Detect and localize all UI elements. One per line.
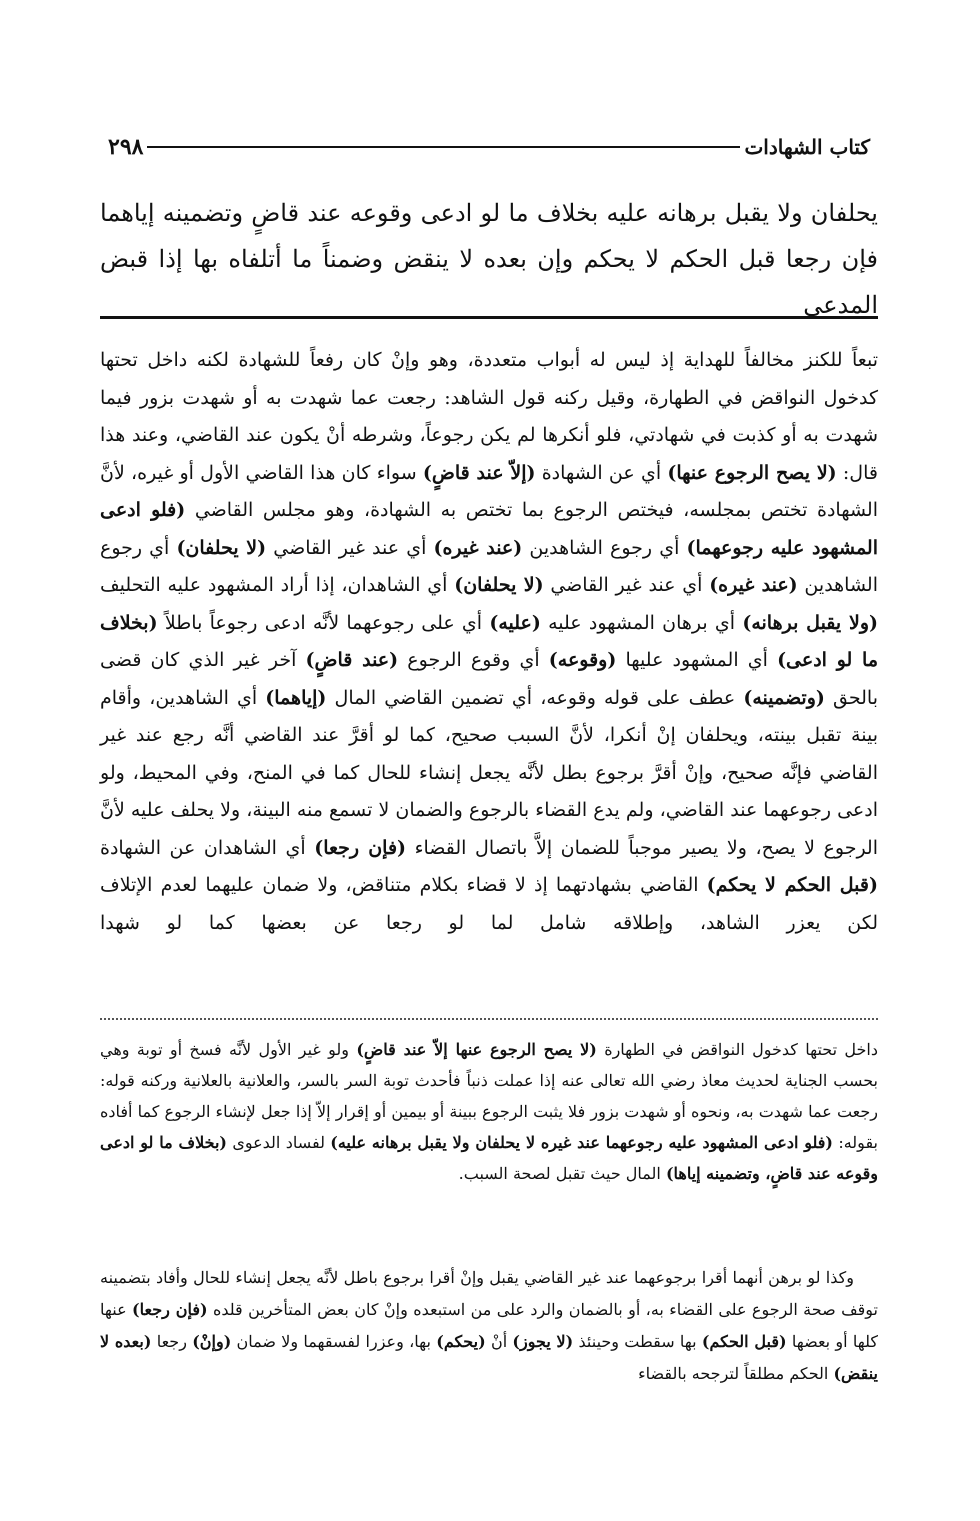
quoted-main-text: (لا يصح الرجوع عنها إلاّ عند قاضٍ) xyxy=(356,1040,597,1059)
marginal-note-paragraph xyxy=(100,1034,878,1189)
quoted-main-text: (لا يحلفان) xyxy=(454,574,544,596)
quoted-main-text: (فإن رجعا) xyxy=(314,836,407,859)
page-header xyxy=(100,132,878,162)
commentary-paragraph xyxy=(100,342,878,942)
note-text: رجعا xyxy=(151,1332,193,1351)
commentary-text: أي رجوع الشاهدين xyxy=(100,536,878,596)
note-text: أنْ xyxy=(485,1332,513,1351)
main-text-divider xyxy=(100,316,878,319)
quoted-main-text: (عند غيره) xyxy=(433,536,523,559)
running-title: كتاب الشهادات xyxy=(744,135,870,159)
quoted-main-text: (وإنْ) xyxy=(192,1332,232,1351)
note-text: بها، وعزرا لفسقهما ولا ضمان xyxy=(231,1332,437,1351)
quoted-main-text: (وقوعه) xyxy=(548,649,617,671)
quoted-main-text: (ولا يقبل برهانه) xyxy=(742,611,879,634)
quoted-main-text: (عند قاضٍ) xyxy=(305,649,399,671)
commentary-text: أي وقوع الرجوع xyxy=(398,649,549,671)
quoted-main-text: (عند غيره) xyxy=(709,574,798,596)
quoted-main-text: (لا يصح الرجوع عنها) xyxy=(667,461,837,484)
quoted-main-text: (وتضمينه) xyxy=(743,686,825,709)
note-text: لفساد الدعوى xyxy=(226,1133,331,1152)
quoted-main-text: (بخلاف ما لو ادعى وقوعه عند قاضٍ، وتضمينه إياها) xyxy=(100,1133,878,1183)
note-text: عنها كلها أو بعضها xyxy=(100,1300,879,1351)
quoted-main-text: (فلو ادعى المشهود عليه رجوعهما) xyxy=(100,499,879,559)
quoted-main-text: (لا يحلفان) xyxy=(176,536,267,559)
marginal-note-1 xyxy=(100,1034,878,1189)
note-text: وكذا لو برهن أنهما أقرا برجوعهما عند غير القاضي يقبل وإنْ أقرا برجوع باطل لأنَّه يجعل إنشاء للحال وأفاد بتضمينه توقف صحة الرجوع على القضاء به، أو بالضمان والرد على من استبعده وإنْ كان بعض المتأخرين قلده xyxy=(100,1268,878,1319)
commentary-text: أي الشاهدان، إذا أراد المشهود عليه التحليف xyxy=(100,574,455,596)
note-text: المال حيث تقبل لصحة السبب. xyxy=(458,1164,666,1183)
quoted-main-text: (لا يجوز) xyxy=(512,1332,574,1351)
page-number: ٢٩٨ xyxy=(108,134,144,160)
quoted-main-text: (فلو ادعى المشهود عليه رجوعهما عند غيره لا يحلفان ولا يقبل برهانه عليه) xyxy=(330,1133,833,1152)
commentary-text: القاضي بشهادتهما إذ لا قضاء بكلام متناقض، ولا ضمان عليهما لعدم الإتلاف لكن يعزر الشاهد، وإطلاقه شامل لما لو رجعا عن بعضها كما لو شهدا xyxy=(100,874,878,934)
marginal-note-2 xyxy=(100,1262,878,1390)
quoted-main-text: (قبل الحكم لا يحكم) xyxy=(706,874,878,896)
footnote-divider xyxy=(100,1018,878,1020)
main-text-paragraph: يحلفان ولا يقبل برهانه عليه بخلاف ما لو ادعى وقوعه عند قاضٍ وتضمينه إياهما فإن رجعا قبل الحكم لا يحكم وإن بعده لا ينقض وضمناً ما أتلفاه بها إذا قبض المدعي xyxy=(100,199,878,319)
commentary-text: أي برهان المشهود عليه xyxy=(540,611,743,634)
commentary xyxy=(100,342,878,942)
note-text: داخل تحتها كدخول النواقض في الطهارة xyxy=(596,1040,879,1059)
quoted-main-text: (فإن رجعا) xyxy=(132,1300,208,1319)
book-page xyxy=(100,0,878,1521)
commentary-text: أي على رجوعهما لأنَّه ادعى رجوعاً باطلاً xyxy=(157,611,490,634)
header-rule xyxy=(147,146,740,148)
note-text: ولو غير الأول لأنَّه فسخ أو توبة وهي بحسب الجناية لحديث معاذ رضي الله تعالى عنه إذا عملت ذنباً فأحدث توبة السر بالسر، والعلانية بالعلانية وركنه قوله: رجعت عما شهدت به، ونحوه أو شهدت بزور فلا يثبت الرجوع ببينة أو بيمين أو إقرار إلاّ إذا جعل لإنشاء الرجوع كما أفاده بقوله: xyxy=(100,1040,878,1152)
note-text: الحكم مطلقاً لترجحه بالقضاء xyxy=(638,1364,834,1383)
commentary-text: أي الشاهدان عن الشهادة xyxy=(100,836,315,859)
quoted-main-text: (عليه) xyxy=(489,611,541,634)
quoted-main-text: (يحكم) xyxy=(436,1332,486,1351)
commentary-text: أي عن الشهادة xyxy=(535,461,668,484)
note-text: بها سقطت وحينئذ xyxy=(573,1332,702,1351)
main-text xyxy=(100,190,878,328)
quoted-main-text: (بعده لا ينقض) xyxy=(100,1332,878,1383)
quoted-main-text: (قبل الحكم) xyxy=(701,1332,787,1351)
commentary-text: سواء كان هذا القاضي الأول أو غيره، لأنَّ الشهادة تختص بمجلسه، فيختص الرجوع بما تختص به الشهادة، وهو مجلس القاضي xyxy=(100,461,878,521)
quoted-main-text: (إياهما) xyxy=(265,686,327,709)
commentary-text: أي الشاهدين، وأقام بينة تقبل بينته، ويحلفان إنْ أنكرا، لأنَّ السبب صحيح، كما لو أقرَّ عند القاضي أنَّه رجع عند غير القاضي فإنَّه صحيح، وإنْ أقرَّ برجوع بطل لأنَّه يجعل إنشاء للحال كما في المنح، وفي المحيط، ولو ادعى رجوعهما عند القاضي، ولم يدع القضاء بالرجوع والضمان لا تسمع منه البينة، ولا يحلف عليه لأنَّ الرجوع لا يصح، ولا يصير موجباً للضمان إلاَّ باتصال القضاء xyxy=(100,686,878,859)
commentary-text: أي عند غير القاضي xyxy=(266,536,434,559)
commentary-text: أي عند غير القاضي xyxy=(543,574,710,596)
commentary-text: أي رجوع الشاهدين xyxy=(522,536,687,559)
commentary-text: آخر غير الذي كان قضى بالحق xyxy=(100,649,878,709)
commentary-text: تبعاً للكنز مخالفاً للهداية إذ ليس له أبواب متعددة، وهو وإنْ كان رفعاً للشهادة لكنه داخل تحتها كدخول النواقض في الطهارة، وقيل ركنه قول الشاهد: رجعت عما شهدت به أو شهدت بزور فيما شهدت به أو كذبت في شهادتي، فلو أنكرها لم يكن رجوعاً، وشرطه أنْ يكون عند القاضي، وعند هذا قال: xyxy=(100,349,878,484)
marginal-note-paragraph xyxy=(100,1262,878,1390)
commentary-text: أي المشهود عليها xyxy=(616,649,778,671)
quoted-main-text: (إلاّ عند قاضٍ) xyxy=(422,461,536,484)
quoted-main-text: (بخلاف ما لو ادعى) xyxy=(100,611,878,671)
commentary-text: عطف على قوله وقوعه، أي تضمين القاضي المال xyxy=(326,686,744,709)
